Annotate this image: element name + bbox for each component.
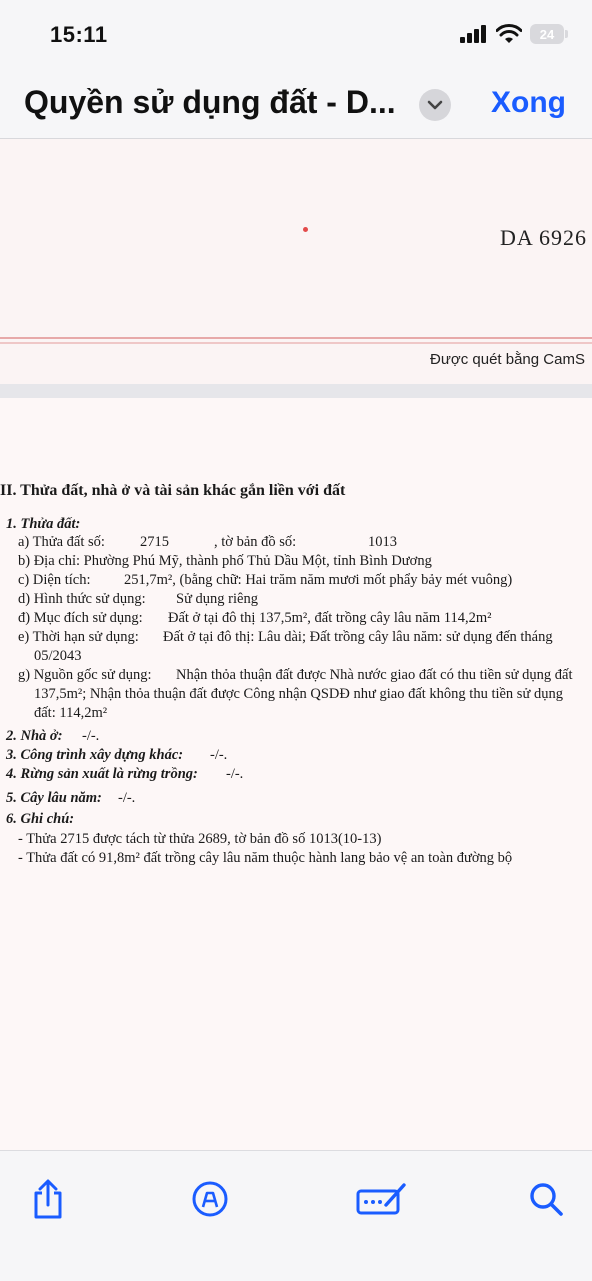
address-line: b) Địa chỉ: Phường Phú Mỹ, thành phố Thủ Dầu Một, tỉnh Bình Dương — [18, 553, 432, 569]
usage-purpose-label: đ) Mục đích sử dụng: — [18, 610, 143, 626]
area-value: 251,7m², (bằng chữ: Hai trăm năm mươi mốt phẩy bảy mét vuông) — [124, 572, 513, 588]
section-2-value: -/-. — [82, 728, 100, 744]
document-page-1 — [0, 139, 592, 384]
usage-form-value: Sử dụng riêng — [176, 591, 258, 607]
markup-button[interactable] — [188, 1177, 232, 1221]
usage-form-label: d) Hình thức sử dụng: — [18, 591, 146, 607]
form-fill-icon — [356, 1181, 408, 1217]
section-5-title: 5. Cây lâu năm: — [6, 790, 102, 806]
document-title[interactable]: Quyền sử dụng đất - D... — [24, 84, 396, 120]
done-button[interactable]: Xong — [491, 86, 566, 119]
section-4-title: 4. Rừng sản xuất là rừng trồng: — [6, 766, 198, 782]
page-gap — [0, 384, 592, 398]
cellular-signal-icon — [460, 25, 488, 43]
status-icons — [460, 24, 564, 44]
share-button[interactable] — [26, 1177, 70, 1221]
usage-origin-value-3: đất: 114,2m² — [34, 705, 108, 721]
red-border-line — [0, 337, 592, 339]
wifi-icon — [496, 24, 522, 44]
battery-icon — [530, 24, 564, 44]
section-heading: II. Thửa đất, nhà ở và tài sản khác gắn liền với đất — [0, 482, 346, 499]
parcel-number-label: a) Thửa đất số: — [18, 534, 105, 550]
section-3-value: -/-. — [210, 747, 228, 763]
section-5-value: -/-. — [118, 790, 136, 806]
note-2: - Thửa đất có 91,8m² đất trồng cây lâu năm thuộc hành lang bảo vệ an toàn đường bộ — [18, 850, 513, 866]
section-2-title: 2. Nhà ở: — [6, 728, 63, 744]
battery-level: 24 — [539, 26, 555, 42]
area-label: c) Diện tích: — [18, 572, 91, 588]
section-6-title: 6. Ghi chú: — [6, 811, 75, 827]
map-sheet-label: , tờ bản đồ số: — [214, 534, 297, 550]
usage-origin-value-2: 137,5m²; Nhận thỏa thuận đất được Công nhận QSDĐ như giao đất không thu tiền sử dụng — [34, 686, 563, 702]
usage-term-label: e) Thời hạn sử dụng: — [18, 629, 139, 645]
section-4-value: -/-. — [226, 766, 244, 782]
red-mark — [303, 227, 308, 232]
search-button[interactable] — [524, 1177, 568, 1221]
scan-watermark: Được quét bằng CamS — [430, 351, 585, 368]
usage-purpose-value: Đất ở tại đô thị 137,5m², đất trồng cây lâu năm 114,2m² — [168, 610, 492, 626]
status-bar — [0, 0, 592, 72]
search-icon — [528, 1181, 564, 1217]
usage-origin-value: Nhận thỏa thuận đất được Nhà nước giao đất có thu tiền sử dụng đất — [176, 667, 573, 683]
map-sheet-value: 1013 — [368, 534, 397, 550]
title-menu-button[interactable] — [419, 89, 451, 121]
usage-term-value: Đất ở tại đô thị: Lâu dài; Đất trồng cây lâu năm: sử dụng đến tháng — [163, 629, 553, 645]
certificate-serial: DA 6926 — [500, 225, 588, 250]
chevron-down-icon — [427, 100, 443, 110]
document-page-2 — [0, 398, 592, 1150]
parcel-number-value: 2715 — [140, 534, 169, 550]
share-icon — [30, 1179, 66, 1219]
nav-bar — [0, 72, 592, 139]
section-1-title: 1. Thửa đất: — [6, 516, 81, 532]
red-border-line — [0, 342, 592, 344]
usage-origin-label: g) Nguồn gốc sử dụng: — [18, 667, 152, 683]
bottom-toolbar — [0, 1150, 592, 1281]
status-time: 15:11 — [50, 22, 108, 47]
section-3-title: 3. Công trình xây dựng khác: — [6, 747, 184, 763]
usage-term-value-2: 05/2043 — [34, 648, 82, 664]
form-fill-button[interactable] — [356, 1177, 408, 1221]
markup-icon — [190, 1179, 230, 1219]
note-1: - Thửa 2715 được tách từ thửa 2689, tờ bản đồ số 1013(10-13) — [18, 831, 382, 847]
